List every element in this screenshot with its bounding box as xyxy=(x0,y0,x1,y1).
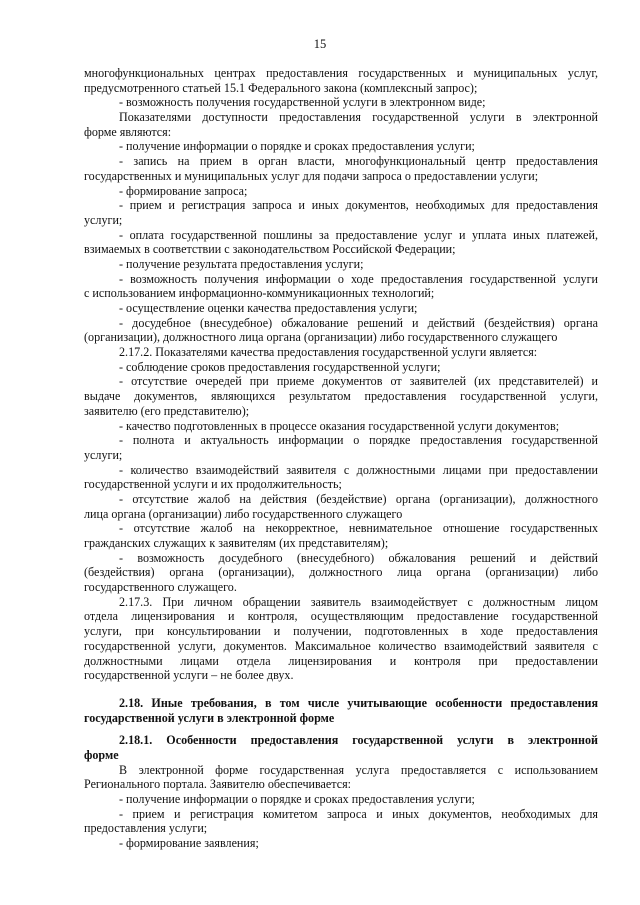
text-line: - формирование заявления; xyxy=(119,836,259,851)
text-line: - возможность получения информации о ходе предоставления государственной услуги xyxy=(119,271,598,286)
document-body xyxy=(84,66,598,851)
text-line: В электронной форме государственная услуга предоставляется с использованием xyxy=(119,762,598,777)
text-line: (бездействия) органа (организации), должностного лица органа (организации) либо xyxy=(84,565,598,580)
text-line: - досудебное (внесудебное) обжалование решений и действий (бездействия) органа xyxy=(119,315,598,330)
text-line: должностными лицами отдела лицензирования и контроля при предоставлении xyxy=(84,653,598,668)
text-line: форме являются: xyxy=(84,124,172,139)
text-line: - возможность получения государственной услуги в электронном виде; xyxy=(119,95,486,110)
text-line: - отсутствие очередей при приеме документов от заявителей (их представителей) и xyxy=(119,374,598,389)
text-line: (организации), должностного лица органа (организации) либо государственного служащего xyxy=(84,330,558,345)
text-line: отдела лицензирования и контроля, осуществляющим предоставление государственной xyxy=(84,609,598,624)
text-line: многофункциональных центрах предоставления государственных и муниципальных услуг, xyxy=(84,66,598,80)
page-number: 15 xyxy=(313,37,327,51)
text-line: Регионального портала. Заявителю обеспечивается: xyxy=(84,777,352,792)
text-line: государственной услуги – не более двух. xyxy=(84,668,294,683)
text-line: - осуществление оценки качества предоставления услуги; xyxy=(119,301,418,315)
text-line: услуги, при консультировании и получении, подготовленных в ходе предоставления xyxy=(84,624,598,639)
text-line: - получение результата предоставления услуги; xyxy=(119,256,364,271)
text-line: государственной услуги, документов. Максимальное количество взаимодействий заявителя с xyxy=(84,638,598,653)
text-line: - возможность досудебного (внесудебного) обжалования решений и действий xyxy=(119,550,598,565)
section-heading-2-18-1-cont: форме xyxy=(84,747,119,762)
text-line: - отсутствие жалоб на некорректное, невнимательное отношение государственных xyxy=(119,521,598,536)
text-line: - качество подготовленных в процессе оказания государственной услуги документов; xyxy=(119,418,560,433)
text-line: лица органа (организации) либо государственного служащего xyxy=(84,506,403,521)
text-line: - получение информации о порядке и сроках предоставления услуги; xyxy=(119,792,475,806)
text-line: - количество взаимодействий заявителя с должностными лицами при предоставлении xyxy=(119,462,598,477)
text-line: выдаче документов, являющихся результатом предоставления государственной услуги, xyxy=(84,389,598,404)
text-line: предусмотренного статьей 15.1 Федерального закона (комплексный запрос); xyxy=(84,80,478,95)
text-line: заявителю (его представителю); xyxy=(84,403,250,418)
text-line: гражданских служащих к заявителям (их представителям); xyxy=(84,536,389,550)
text-line: - запись на прием в орган власти, многофункциональный центр предоставления xyxy=(119,154,598,169)
section-heading-2-17-3: 2.17.3. При личном обращении заявитель взаимодействует с должностным лицом xyxy=(119,594,598,609)
section-heading-2-17-2: 2.17.2. Показателями качества предоставления государственной услуги является: xyxy=(119,345,538,360)
text-line: - прием и регистрация комитетом запроса и иных документов, необходимых для xyxy=(119,806,598,821)
text-line: государственной услуги и их продолжительность; xyxy=(84,477,342,492)
text-line: - оплата государственной пошлины за предоставление услуг и уплата иных платежей, xyxy=(119,227,598,242)
text-line: услуги; xyxy=(84,447,123,462)
text-line: с использованием информационно-коммуникационных технологий; xyxy=(84,286,435,301)
text-line: предоставления услуги; xyxy=(84,821,208,836)
text-line: Показателями доступности предоставления государственной услуги в электронной xyxy=(119,110,598,125)
section-heading-2-18-1: 2.18.1. Особенности предоставления государственной услуги в электронной xyxy=(119,733,598,748)
text-line: - получение информации о порядке и сроках предоставления услуги; xyxy=(119,139,475,154)
text-line: - прием и регистрация запроса и иных документов, необходимых для предоставления xyxy=(119,198,598,213)
text-line: государственного служащего. xyxy=(84,580,237,595)
text-line: - формирование запроса; xyxy=(119,183,248,198)
text-line: - соблюдение сроков предоставления государственной услуги; xyxy=(119,359,441,374)
text-line: государственных и муниципальных услуг для подачи запроса о предоставлении услуги; xyxy=(84,168,539,183)
section-heading-2-18: 2.18. Иные требования, в том числе учитывающие особенности предоставления xyxy=(119,695,598,710)
text-line: - полнота и актуальность информации о порядке предоставления государственной xyxy=(119,433,598,448)
section-heading-2-18-cont: государственной услуги в электронной форме xyxy=(84,710,335,725)
text-line: - отсутствие жалоб на действия (бездействие) органа (организации), должностного xyxy=(119,491,598,506)
text-line: взимаемых в соответствии с законодательством Российской Федерации; xyxy=(84,242,456,257)
text-line: услуги; xyxy=(84,212,123,227)
